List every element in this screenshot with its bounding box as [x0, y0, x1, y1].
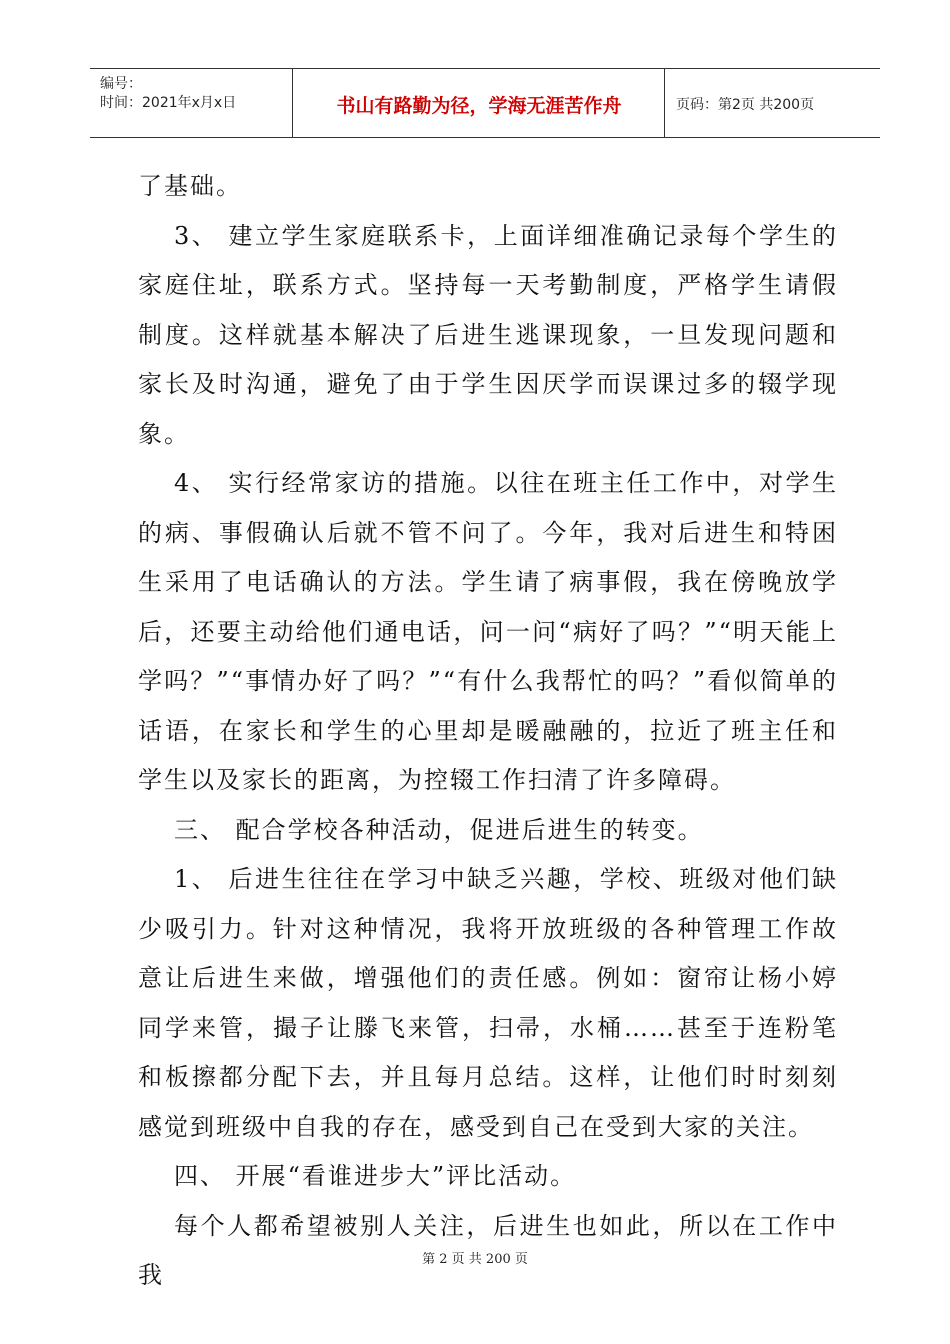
header-meta-cell: [90, 69, 293, 137]
page-footer: 第 2 页 共 200 页: [422, 1252, 528, 1267]
body-paragraph: 三、 配合学校各种活动，促进后进生的转变。: [174, 815, 704, 844]
code-label: 编号：: [100, 76, 142, 92]
body-paragraph: 四、 开展“看谁进步大”评比活动。: [174, 1162, 577, 1190]
document-header: [90, 68, 880, 138]
page-info: 页码：第2页 共200页: [676, 97, 815, 113]
body-paragraph: 每个人都希望被别人关注，后进生也如此，所以在工作中我: [138, 1211, 838, 1289]
header-page-cell: [666, 69, 880, 137]
document-body: [138, 162, 838, 1301]
header-motto-cell: [294, 69, 665, 137]
body-paragraph: 了基础。: [138, 172, 242, 200]
body-paragraph: 4、 实行经常家访的措施。以往在班主任工作中，对学生的病、事假确认后就不管不问了。今年，我对后进生和特困生采用了电话确认的方法。学生请了病事假，我在傍晚放学后，还要主动给他们通电话，问一问“病好了吗？”“明天能上学吗？”“事情办好了吗？”“有什么我帮忙的吗？”看似简单的话语，在家长和学生的心里却是暖融融的，拉近了班主任和学生以及家长的距离，为控辍工作扫清了许多障碍。: [138, 469, 838, 794]
body-paragraph: 3、 建立学生家庭联系卡，上面详细准确记录每个学生的家庭住址，联系方式。坚持每一天考勤制度，严格学生请假制度。这样就基本解决了后进生逃课现象，一旦发现问题和家长及时沟通，避免了由于学生因厌学而误课过多的辍学现象。: [138, 221, 838, 448]
time-label: 时间：2021年x月x日: [100, 95, 237, 111]
body-paragraph: 1、 后进生往往在学习中缺乏兴趣，学校、班级对他们缺少吸引力。针对这种情况，我将开放班级的各种管理工作故意让后进生来做，增强他们的责任感。例如：窗帘让杨小婷同学来管，撮子让滕飞来管，扫帚，水桶……甚至于连粉笔和板擦都分配下去，并且每月总结。这样，让他们时时刻刻感觉到班级中自我的存在，感受到自己在受到大家的关注。: [138, 865, 838, 1141]
motto-text: 书山有路勤为径，学海无涯苦作舟: [336, 95, 622, 117]
